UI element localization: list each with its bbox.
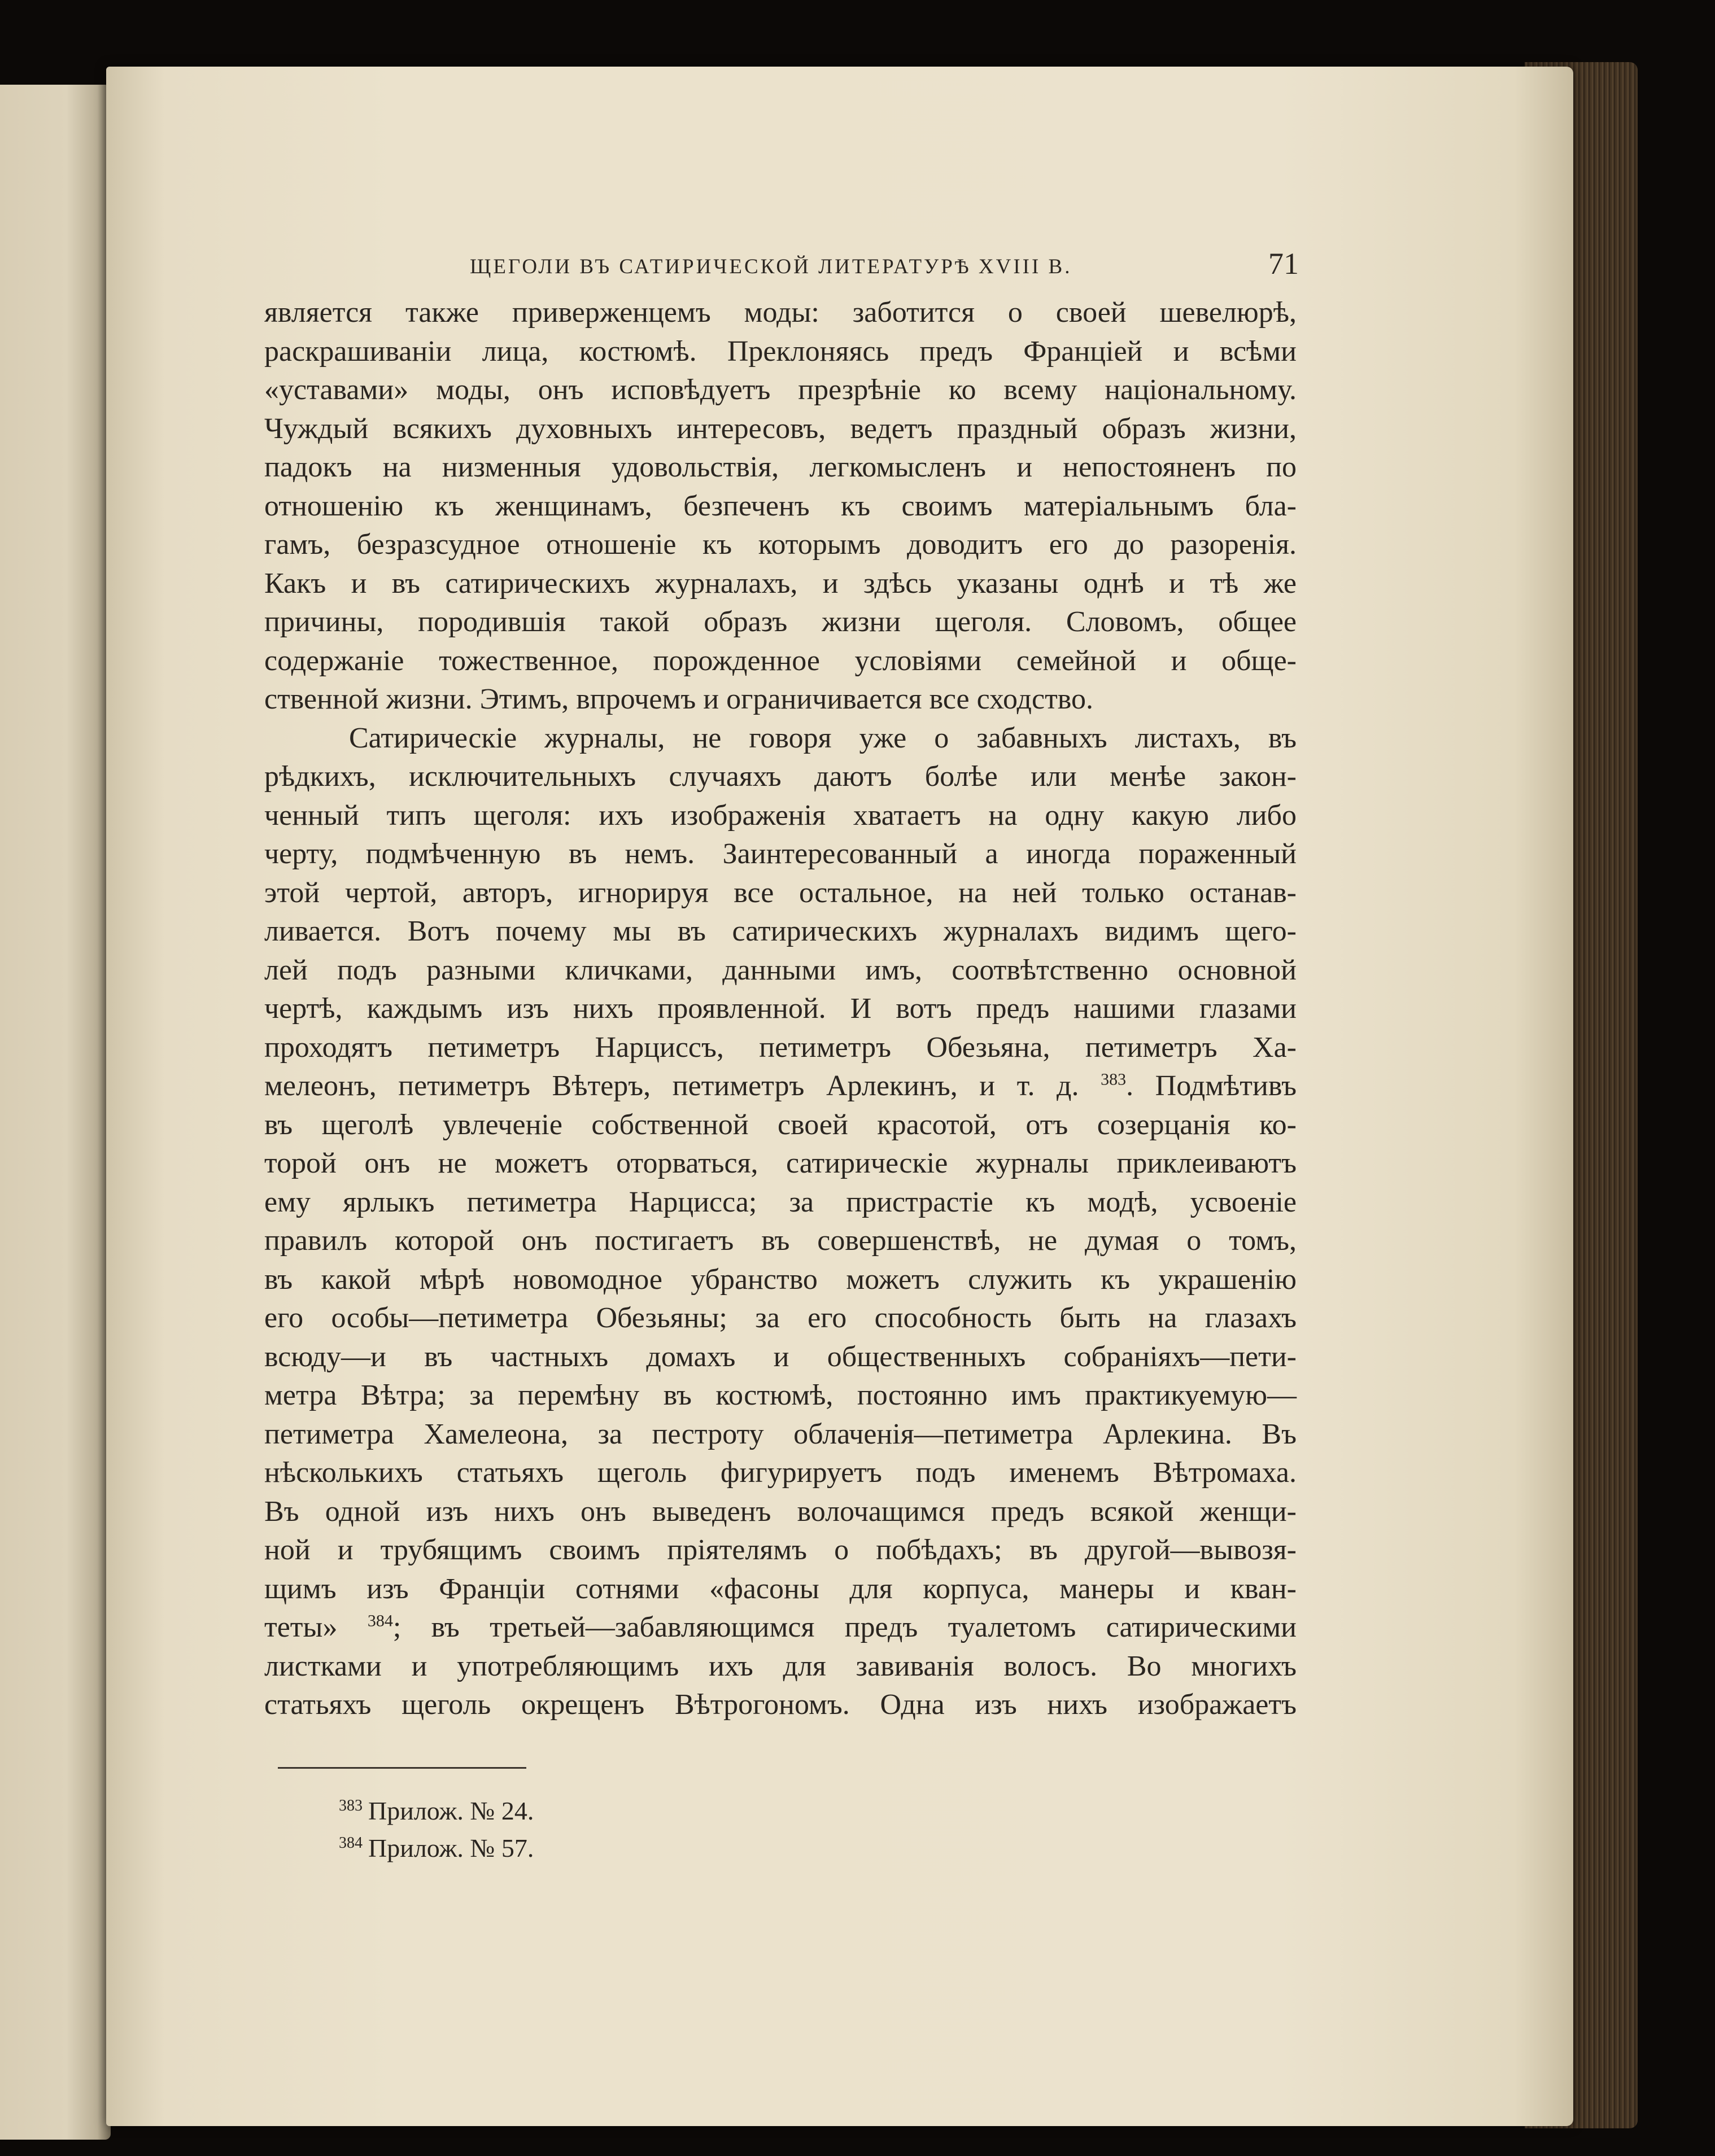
footnote-divider (278, 1767, 526, 1769)
text-line: въ щеголѣ увлеченіе собственной своей красотой, отъ созерцанія ко- (264, 1108, 1297, 1141)
page-number: 71 (1268, 247, 1299, 281)
text-line: этой чертой, авторъ, игнорируя все остальное, на ней только останав- (264, 876, 1297, 909)
text-line: черту, подмѣченную въ немъ. Заинтересованный а иногда пораженный (264, 838, 1297, 870)
text-segment: . Подмѣтивъ (1126, 1070, 1297, 1102)
text-line: Въ одной изъ нихъ онъ выведенъ волочащимся предъ всякой женщи- (264, 1495, 1297, 1528)
text-line: правилъ которой онъ постигаетъ въ совершенствѣ, не думая о томъ, (264, 1224, 1297, 1257)
text-line: проходятъ петиметръ Нарциссъ, петиметръ Обезьяна, петиметръ Ха- (264, 1031, 1297, 1064)
text-line: Чуждый всякихъ духовныхъ интересовъ, ведетъ праздный образъ жизни, (264, 412, 1297, 445)
text-segment: теты» (264, 1611, 368, 1643)
footnote-text: Прилож. № 24. (368, 1796, 534, 1825)
footnote-number: 383 (339, 1796, 363, 1814)
text-line: «уставами» моды, онъ исповѣдуетъ презрѣніе ко всему національному. (264, 374, 1297, 406)
left-page-edge (0, 85, 111, 2140)
text-line: статьяхъ щеголь окрещенъ Вѣтрогономъ. Одна изъ нихъ изображаетъ (264, 1689, 1297, 1721)
text-line: ственной жизни. Этимъ, впрочемъ и ограничивается все сходство. (264, 683, 1093, 715)
text-line: гамъ, безразсудное отношеніе къ которымъ доводитъ его до разоренія. (264, 528, 1297, 561)
text-line: является также приверженцемъ моды: заботится о своей шевелюрѣ, (264, 296, 1297, 329)
text-line: щимъ изъ Франціи сотнями «фасоны для корпуса, манеры и кван- (264, 1572, 1297, 1605)
text-line: раскрашиваніи лица, костюмѣ. Преклоняясь предъ Франціей и всѣми (264, 335, 1297, 368)
text-line: лей подъ разными кличками, данными имъ, соотвѣтственно основной (264, 954, 1297, 986)
text-line: его особы—петиметра Обезьяны; за его способность быть на глазахъ (264, 1302, 1297, 1334)
text-line: въ какой мѣрѣ новомодное убранство можетъ служить къ украшенію (264, 1263, 1297, 1296)
text-line: всюду—и въ частныхъ домахъ и общественныхъ собраніяхъ—пети- (264, 1340, 1297, 1373)
text-line: Какъ и въ сатирическихъ журналахъ, и здѣсь указаны однѣ и тѣ же (264, 567, 1297, 600)
text-line: ему ярлыкъ петиметра Нарцисса; за пристрастіе къ модѣ, усвоеніе (264, 1186, 1297, 1218)
text-line: ливается. Вотъ почему мы въ сатирическихъ журналахъ видимъ щего- (264, 915, 1297, 947)
body-text (264, 294, 1297, 1725)
footnote (339, 1830, 847, 1867)
text-line: ной и трубящимъ своимъ пріятелямъ о побѣдахъ; въ другой—вывозя- (264, 1534, 1297, 1566)
text-line: нѣсколькихъ статьяхъ щеголь фигурируетъ подъ именемъ Вѣтромаха. (264, 1457, 1297, 1489)
text-line: отношенію къ женщинамъ, безпеченъ къ своимъ матеріальнымъ бла- (264, 489, 1297, 522)
text-line: содержаніе тожественное, порожденное условіями семейной и обще- (264, 644, 1297, 677)
text-line: торой онъ не можетъ оторваться, сатирическіе журналы приклеиваютъ (264, 1147, 1297, 1179)
text-line: Сатирическіе журналы, не говоря уже о забавныхъ листахъ, въ (349, 721, 1297, 754)
text-line: метра Вѣтра; за перемѣну въ костюмѣ, постоянно имъ практикуемую— (264, 1379, 1297, 1411)
footnote (339, 1792, 847, 1830)
text-line: причины, породившія такой образъ жизни щеголя. Словомъ, общее (264, 606, 1297, 638)
text-line-with-footnote-ref (264, 1067, 1297, 1106)
footnote-number: 384 (339, 1834, 363, 1852)
text-line: ченный типъ щеголя: ихъ изображенія хватаетъ на одну какую либо (264, 799, 1297, 832)
text-line: падокъ на низменныя удовольствія, легкомысленъ и непостояненъ по (264, 451, 1297, 483)
footnote-text: Прилож. № 57. (368, 1834, 534, 1862)
text-line: листками и употребляющимъ ихъ для завиванія волосъ. Во многихъ (264, 1650, 1297, 1682)
text-line: рѣдкихъ, исключительныхъ случаяхъ даютъ болѣе или менѣе закон- (264, 760, 1297, 793)
text-segment: ; въ третьей—забавляющимся предъ туалетомъ сатирическими (392, 1611, 1297, 1643)
text-line: петиметра Хамелеона, за пестроту облаченія—петиметра Арлекина. Въ (264, 1418, 1297, 1450)
text-line: чертѣ, каждымъ изъ нихъ проявленной. И вотъ предъ нашими глазами (264, 992, 1297, 1025)
footnote-ref: 384 (367, 1611, 393, 1630)
footnotes (339, 1792, 847, 1867)
running-head: ЩЕГОЛИ ВЪ САТИРИЧЕСКОЙ ЛИТЕРАТУРѢ XVIII В. (470, 255, 1072, 278)
footnote-ref: 383 (1101, 1070, 1127, 1089)
text-line-with-footnote-ref (264, 1608, 1297, 1647)
text-segment: мелеонъ, петиметръ Вѣтеръ, петиметръ Арлекинъ, и т. д. (264, 1070, 1101, 1102)
